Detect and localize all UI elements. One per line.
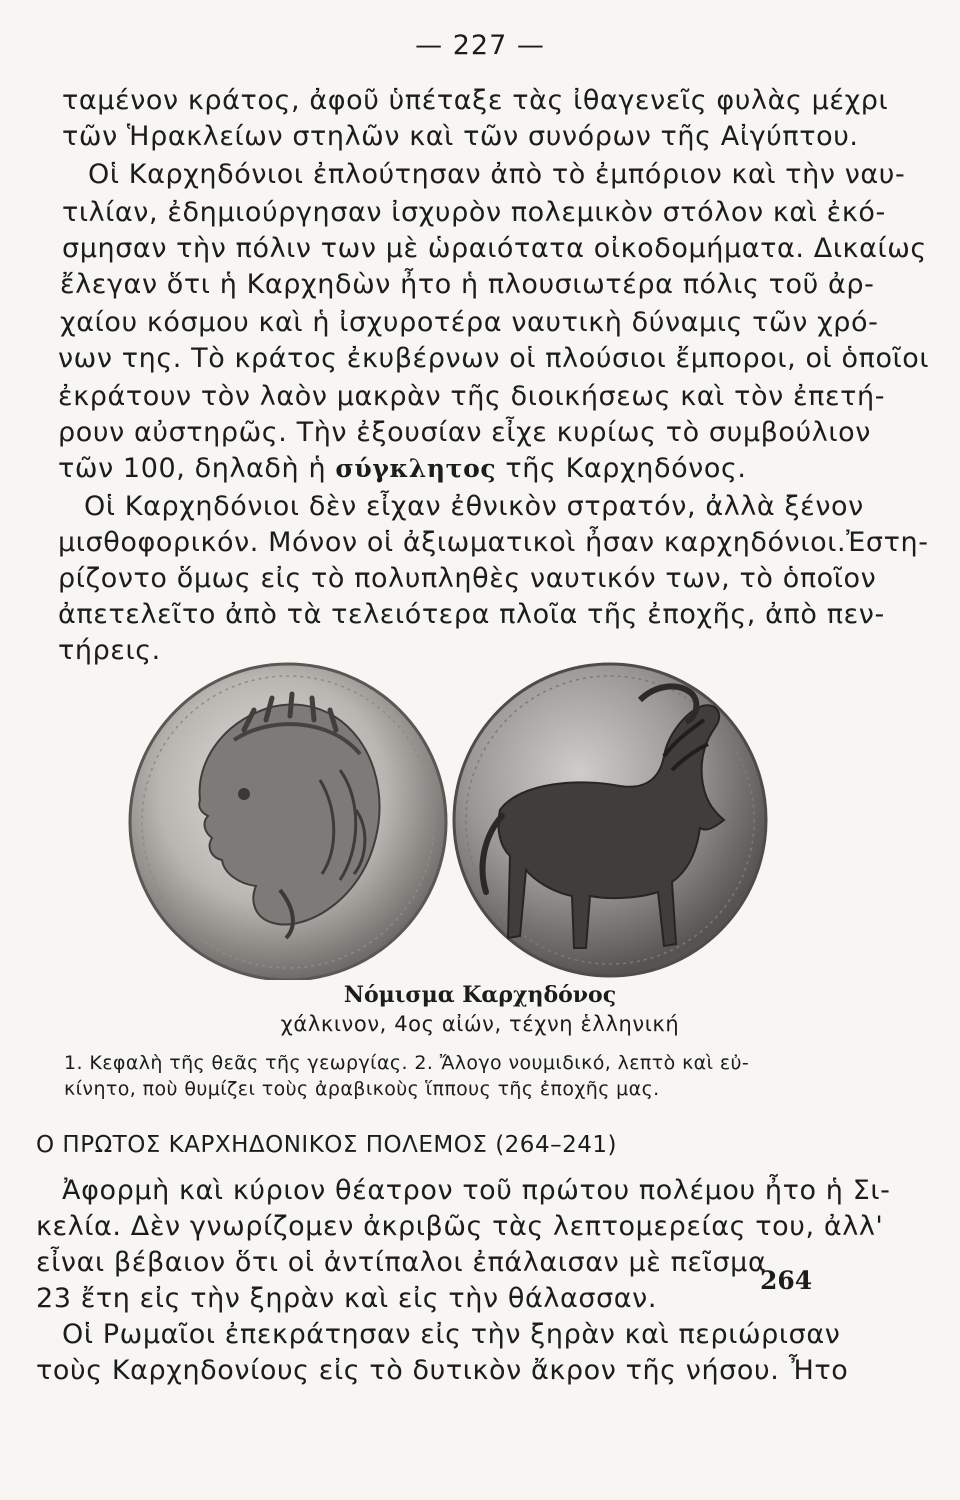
text-line: ρίζοντο ὅμως εἰς τὸ πολυπληθὲς ναυτικόν των, τὸ ὁποῖον: [58, 563, 877, 594]
eye: [238, 788, 250, 800]
text-line: νων της. Τὸ κράτος ἐκυβέρνων οἱ πλούσιοι ἔμποροι, οἱ ὁποῖοι: [58, 343, 930, 374]
text-line: ρουν αὐστηρῶς. Τὴν ἐξουσίαν εἶχε κυρίως τὸ συμβούλιον: [58, 417, 871, 448]
figure-caption-title: Νόμισμα Καρχηδόνος: [343, 982, 617, 1008]
figure-caption-subtitle: χάλκινον, 4ος αἰών, τέχνη ἑλληνική: [280, 1012, 680, 1036]
text-line: 23 ἔτη εἰς τὴν ξηρὰν καὶ εἰς τὴν θάλασσαν.: [36, 1283, 658, 1314]
coin-reverse: [454, 664, 766, 976]
text-line: σμησαν τὴν πόλιν των μὲ ὡραιότατα οἰκοδομήματα. Δικαίως: [62, 233, 927, 264]
text-line: μισθοφορικόν. Μόνον οἱ ἀξιωματικοὶ ἦσαν καρχηδόνιοι.Ἐστη-: [58, 527, 929, 558]
emphasized-term: σύγκλητος: [335, 454, 497, 483]
figure-note-line: κίνητο, ποὺ θυμίζει τοὺς ἀραβικοὺς ἵππους τῆς ἐποχῆς μας.: [64, 1078, 660, 1100]
text-line: τιλίαν, ἐδημιούργησαν ἰσχυρὸν πολεμικὸν στόλον καὶ ἐκό-: [62, 197, 886, 228]
text-fragment: τῶν 100, δηλαδὴ ἡ: [58, 453, 336, 484]
text-line: εἶναι βέβαιον ὅτι οἱ ἀντίπαλοι ἐπάλαισαν μὲ πεῖσμα: [36, 1247, 767, 1278]
text-line: ἔλεγαν ὅτι ἡ Καρχηδὼν ἦτο ἡ πλουσιωτέρα πόλις τοῦ ἀρ-: [60, 269, 875, 300]
coin-obverse: [130, 664, 446, 980]
text-line: Οἱ Καρχηδόνιοι ἐπλούτησαν ἀπὸ τὸ ἐμπόριον καὶ τὴν ναυ-: [88, 159, 906, 190]
coin-figure: [0, 660, 960, 980]
text-line: Οἱ Καρχηδόνιοι δὲν εἶχαν ἐθνικὸν στρατόν, ἀλλὰ ξένον: [84, 491, 864, 522]
figure-note-line: 1. Κεφαλὴ τῆς θεᾶς τῆς γεωργίας. 2. Ἄλογο νουμιδικό, λεπτὸ καὶ εὐ-: [64, 1052, 750, 1074]
text-fragment: τῆς Καρχηδόνος.: [496, 453, 747, 484]
text-line: τήρεις.: [58, 635, 161, 666]
section-heading: Ο ΠΡΩΤΟΣ ΚΑΡΧΗΔΟΝΙΚΟΣ ΠΟΛΕΜΟΣ (264–241): [36, 1132, 617, 1158]
text-line: τῶν Ἡρακλείων στηλῶν καὶ τῶν συνόρων τῆς Αἰγύπτου.: [62, 121, 859, 152]
text-line: Ἀφορμὴ καὶ κύριον θέατρον τοῦ πρώτου πολέμου ἦτο ἡ Σι-: [62, 1175, 891, 1206]
text-line: τοὺς Καρχηδονίους εἰς τὸ δυτικὸν ἄκρον τῆς νήσου. Ἦτο: [36, 1355, 849, 1386]
text-line: ἐκράτουν τὸν λαὸν μακρὰν τῆς διοικήσεως καὶ τὸν ἐπετή-: [58, 381, 886, 412]
text-line: χαίου κόσμου καὶ ἡ ἰσχυροτέρα ναυτικὴ δύναμις τῶν χρό-: [60, 307, 879, 338]
text-line: Οἱ Ρωμαῖοι ἐπεκράτησαν εἰς τὴν ξηρὰν καὶ περιώρισαν: [62, 1319, 841, 1350]
text-line: ἀπετελεῖτο ἀπὸ τὰ τελειότερα πλοῖα τῆς ἐποχῆς, ἀπὸ πεν-: [58, 599, 885, 630]
page-number: — 227 —: [415, 30, 545, 61]
text-line: ταμένον κράτος, ἀφοῦ ὑπέταξε τὰς ἰθαγενεῖς φυλὰς μέχρι: [62, 85, 889, 116]
text-line: κελία. Δὲν γνωρίζομεν ἀκριβῶς τὰς λεπτομερείας του, ἀλλ': [36, 1211, 884, 1242]
text-line-with-emphasis: [58, 452, 747, 486]
margin-date: 264: [760, 1266, 813, 1295]
